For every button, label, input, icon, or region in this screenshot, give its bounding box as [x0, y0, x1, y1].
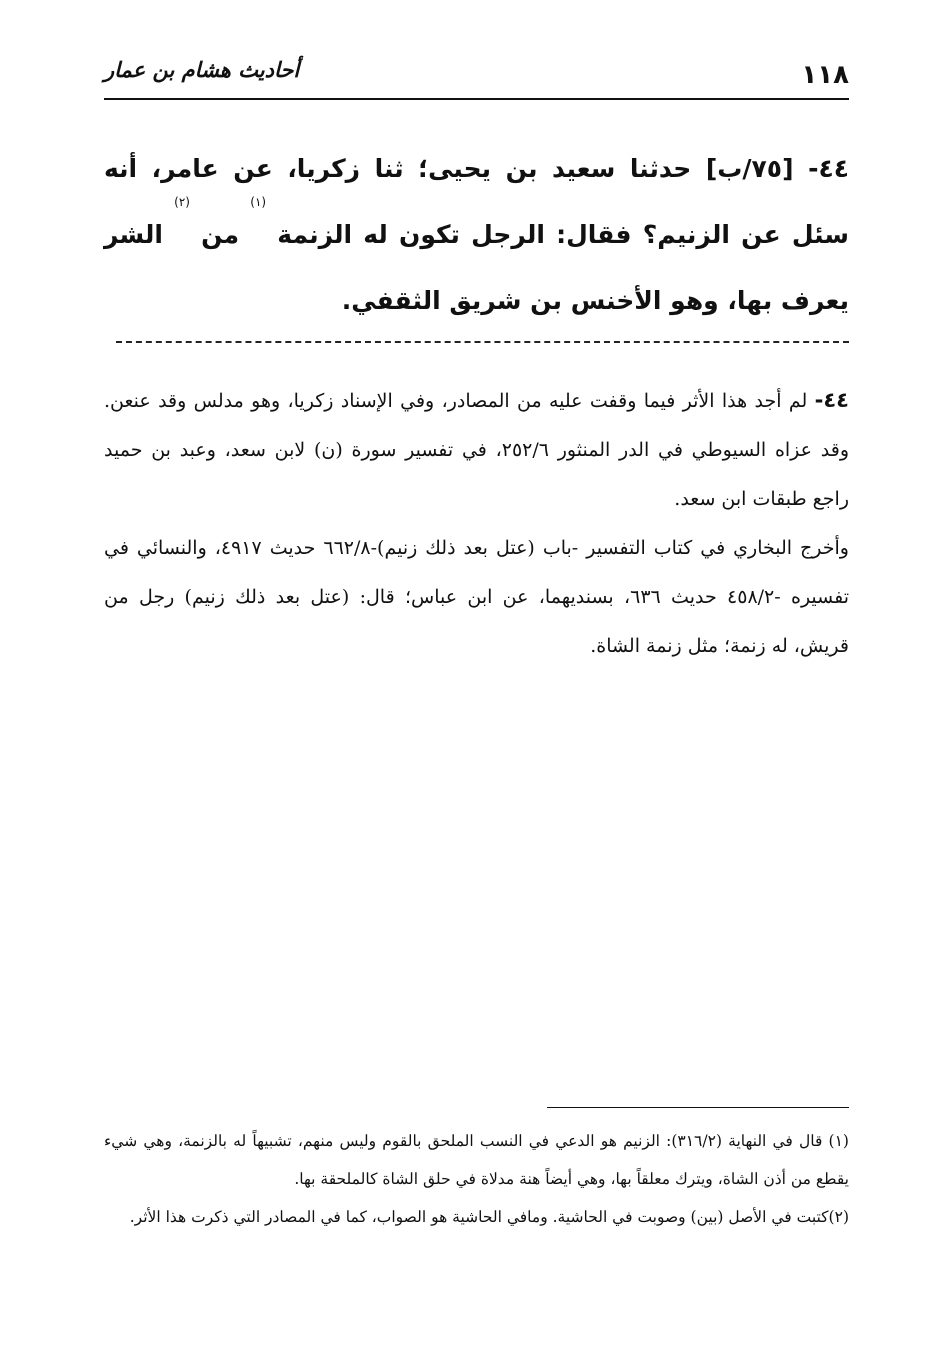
footnotes-section — [104, 1122, 849, 1236]
commentary-paragraph-2: وأخرج البخاري في كتاب التفسير -باب (عتل بعد ذلك زنيم)-٦٦٢/٨ حديث ٤٩١٧، والنسائي في تفسيره -٤٥٨/٢ حديث ٦٣٦، بسنديهما، عن ابن عباس؛ قال: (عتل بعد ذلك زنيم) رجل من قريش، له زنمة؛ مثل زنمة الشاة. — [104, 537, 850, 657]
page-header — [104, 58, 849, 100]
footnote-1: (١) قال في النهاية (٣١٦/٢): الزنيم هو الدعي في النسب الملحق بالقوم وليس منهم، تشبيهاً له بالزنمة، وهي شيء يقطع من أذن الشاة، ويترك معلقاً بها، وهي أيضاً هنة مدلاة في حلق الشاة كالملحقة بها. — [104, 1132, 849, 1188]
commentary-section — [104, 376, 849, 671]
footnote-2: (٢)كتبت في الأصل (بين) وصوبت في الحاشية. ومافي الحاشية هو الصواب، كما في المصادر التي ذكرت هذا الأثر. — [129, 1208, 849, 1226]
footnote-marker-1: (١) — [250, 195, 267, 209]
commentary-number: ٤٤- — [814, 388, 849, 412]
hadith-text-part3: الشر يعرف بها، وهو الأخنس بن شريق الثقفي. — [104, 220, 849, 315]
hadith-text-part1: [٧٥/ب] حدثنا سعيد بن يحيى؛ ثنا زكريا، عن عامر، أنه سئل عن الزنيم؟ فقال: الرجل تكون له الزنمة — [104, 154, 849, 249]
commentary-paragraph — [104, 376, 849, 524]
commentary-paragraph-1: لم أجد هذا الأثر فيما وقفت عليه من المصادر، وفي الإسناد زكريا، وهو مدلس وقد عنعن. وقد عزاه السيوطي في الدر المنثور ٢٥٢/٦، في تفسير سورة (ن) لابن سعد، وعبد بن حميد راجع طبقات ابن سعد. — [104, 390, 849, 510]
hadith-text — [104, 136, 849, 334]
footnote-separator — [547, 1107, 849, 1108]
hadith-number: ٤٤- — [808, 154, 849, 183]
footnote-marker-2: (٢) — [174, 195, 190, 209]
page-number: ١١٨ — [801, 60, 849, 90]
hadith-text-part2: من — [201, 220, 240, 249]
running-title: أحاديث هشام بن عمار — [104, 58, 300, 82]
section-divider — [116, 341, 849, 343]
